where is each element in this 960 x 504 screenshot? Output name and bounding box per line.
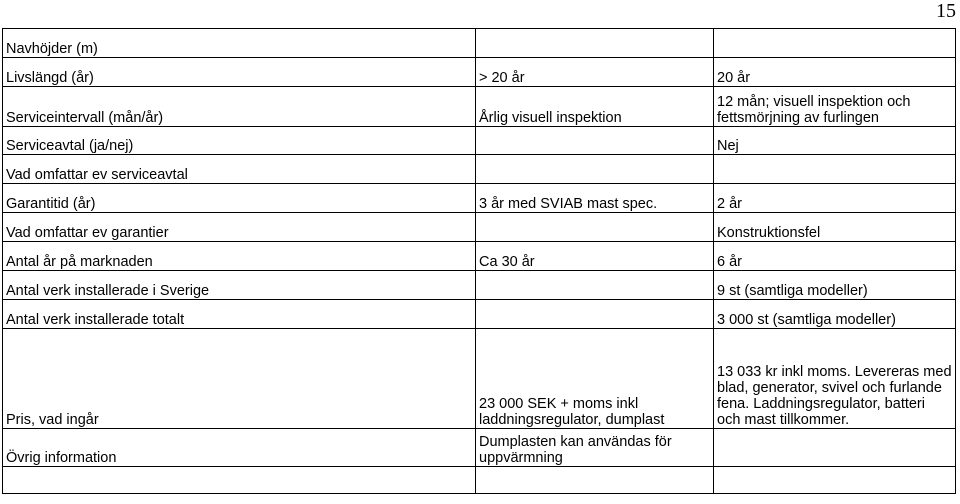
value-cell-col2 bbox=[476, 127, 714, 155]
table-row bbox=[3, 184, 956, 213]
row-label: Serviceintervall (mån/år) bbox=[3, 87, 476, 127]
table-row bbox=[3, 58, 956, 87]
row-label: Livslängd (år) bbox=[3, 58, 476, 87]
row-label: Antal år på marknaden bbox=[3, 242, 476, 271]
value-cell-col3: Konstruktionsfel bbox=[714, 213, 956, 242]
specification-table bbox=[2, 28, 956, 494]
value-cell-col2: Ca 30 år bbox=[476, 242, 714, 271]
table-row bbox=[3, 300, 956, 329]
table-row bbox=[3, 155, 956, 184]
value-cell-col2: 3 år med SVIAB mast spec. bbox=[476, 184, 714, 213]
table-row bbox=[3, 29, 956, 58]
value-cell-col2 bbox=[476, 213, 714, 242]
table-row bbox=[3, 329, 956, 429]
value-cell-col3: 3 000 st (samtliga modeller) bbox=[714, 300, 956, 329]
table-row bbox=[3, 127, 956, 155]
table-row bbox=[3, 87, 956, 127]
value-cell-col2 bbox=[476, 300, 714, 329]
value-cell-col3: 13 033 kr inkl moms. Levereras med blad, generator, svivel och furlande fena. Laddningsregulator, batteri och mast tillkommer. bbox=[714, 329, 956, 429]
table-row bbox=[3, 213, 956, 242]
value-cell-col3 bbox=[714, 155, 956, 184]
row-label: Vad omfattar ev serviceavtal bbox=[3, 155, 476, 184]
row-label: Antal verk installerade i Sverige bbox=[3, 271, 476, 300]
value-cell-col3: 6 år bbox=[714, 242, 956, 271]
value-cell-col2: Dumplasten kan användas för uppvärmning bbox=[476, 429, 714, 467]
page-number: 15 bbox=[936, 0, 956, 22]
value-cell-col3 bbox=[714, 29, 956, 58]
value-cell-col2: 23 000 SEK + moms inkl laddningsregulator, dumplast bbox=[476, 329, 714, 429]
value-cell-col3: 12 mån; visuell inspektion och fettsmörjning av furlingen bbox=[714, 87, 956, 127]
value-cell-col3: 9 st (samtliga modeller) bbox=[714, 271, 956, 300]
row-label: Övrig information bbox=[3, 429, 476, 467]
value-cell-col3 bbox=[714, 467, 956, 494]
row-label: Vad omfattar ev garantier bbox=[3, 213, 476, 242]
value-cell-col2: Årlig visuell inspektion bbox=[476, 87, 714, 127]
table-row bbox=[3, 467, 956, 494]
value-cell-col2 bbox=[476, 467, 714, 494]
row-label: Pris, vad ingår bbox=[3, 329, 476, 429]
value-cell-col3: 20 år bbox=[714, 58, 956, 87]
row-label bbox=[3, 467, 476, 494]
table-row bbox=[3, 271, 956, 300]
row-label: Antal verk installerade totalt bbox=[3, 300, 476, 329]
row-label: Garantitid (år) bbox=[3, 184, 476, 213]
row-label: Serviceavtal (ja/nej) bbox=[3, 127, 476, 155]
value-cell-col2 bbox=[476, 271, 714, 300]
value-cell-col3 bbox=[714, 429, 956, 467]
value-cell-col2 bbox=[476, 155, 714, 184]
value-cell-col2: > 20 år bbox=[476, 58, 714, 87]
table-row bbox=[3, 429, 956, 467]
row-label: Navhöjder (m) bbox=[3, 29, 476, 58]
value-cell-col3: 2 år bbox=[714, 184, 956, 213]
table-row bbox=[3, 242, 956, 271]
value-cell-col3: Nej bbox=[714, 127, 956, 155]
value-cell-col2 bbox=[476, 29, 714, 58]
